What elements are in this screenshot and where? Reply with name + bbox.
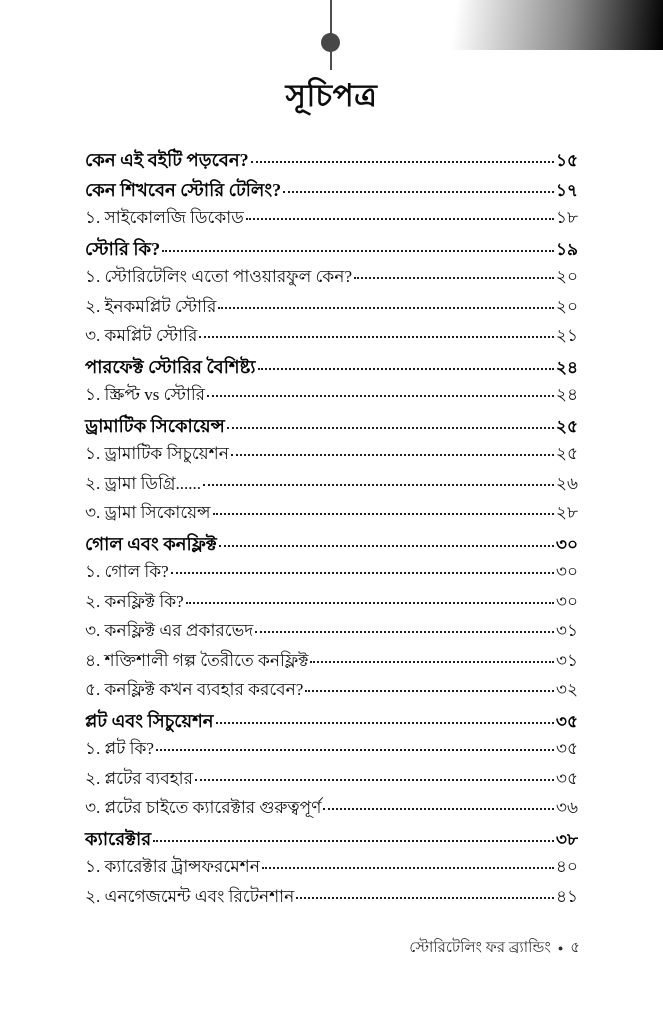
toc-entry-title: ২. প্লটের ব্যবহার: [85, 768, 193, 788]
toc-entry-page: ২৬: [555, 473, 578, 493]
dot-leader: [255, 631, 554, 633]
toc-entry-title: ২. কনফ্লিক্ট কি?: [85, 591, 184, 611]
toc-entry-title: ২. এনগেজমেন্ট এবং রিটেনশান: [85, 886, 295, 906]
toc-entry-page: ২৮: [555, 503, 578, 522]
toc-entry-page: ৩৫: [555, 768, 578, 788]
toc-section-row: [85, 205, 578, 235]
toc-section-row: [85, 471, 578, 501]
dot-leader: [296, 897, 554, 899]
toc-entry-page: ২৪: [555, 357, 578, 377]
dot-leader: [354, 277, 554, 279]
toc-entry-page: ৩০: [555, 534, 578, 554]
toc-entry-page: ৩৬: [555, 798, 578, 817]
toc-entry-title: প্লট এবং সিচুয়েশন: [85, 710, 214, 731]
toc-entry-page: ৩১: [555, 650, 578, 670]
toc-entry-title: ক্যারেক্টার: [85, 828, 152, 849]
dot-leader: [227, 427, 554, 429]
toc-section-row: [85, 677, 578, 707]
dot-leader: [162, 250, 554, 252]
dot-leader: [153, 840, 554, 842]
toc-entry-title: ৩. কনফ্লিক্ট এর প্রকারভেদ: [85, 621, 254, 640]
toc-entry-title: ড্রামাটিক সিকোয়েন্স: [85, 415, 225, 436]
page-footer: [409, 936, 580, 961]
toc-entry-page: ৩০: [555, 591, 578, 611]
dot-leader: [156, 749, 554, 751]
toc-section-row: [85, 854, 578, 884]
toc-entry-title: ১. সাইকোলজি ডিকোড: [85, 208, 244, 227]
dot-leader: [283, 191, 554, 193]
toc-entry-page: ৪০: [555, 857, 578, 876]
toc-entry-page: ১৫: [555, 151, 578, 170]
toc-list: [85, 146, 578, 913]
toc-entry-title: গোল এবং কনফ্লিক্ট: [85, 533, 217, 554]
toc-chapter-row: [85, 146, 578, 176]
footer-book-title: স্টোরিটেলিং ফর ব্র্যান্ডিং: [409, 940, 551, 956]
toc-entry-title: ১. ক্যারেক্টার ট্রান্সফরমেশন: [85, 857, 260, 876]
toc-entry-page: ৩০: [555, 562, 578, 581]
toc-section-row: [85, 264, 578, 294]
toc-entry-title: ১. স্টোরিটেলিং এতো পাওয়ারফুল কেন?: [85, 267, 352, 286]
dot-leader: [258, 368, 554, 370]
toc-chapter-row: [85, 412, 578, 442]
page-title: সূচিপত্র: [285, 78, 378, 113]
toc-entry-page: ২১: [555, 326, 578, 345]
toc-entry-page: ২৫: [555, 416, 578, 436]
dot-leader: [207, 395, 554, 397]
toc-entry-title: কেন এই বইটি পড়বেন?: [85, 150, 249, 170]
toc-section-row: [85, 500, 578, 530]
toc-section-row: [85, 884, 578, 914]
toc-entry-page: ২৫: [555, 444, 578, 463]
toc-entry-page: ৩২: [555, 680, 578, 699]
dot-leader: [186, 602, 554, 604]
toc-section-row: [85, 382, 578, 412]
dot-leader: [219, 545, 554, 547]
toc-section-row: [85, 766, 578, 796]
top-dot-ornament: [321, 33, 340, 52]
toc-chapter-row: [85, 825, 578, 855]
toc-entry-page: ১৮: [555, 208, 578, 227]
toc-entry-title: ৩. ড্রামা সিকোয়েন্স: [85, 503, 211, 522]
dot-leader: [251, 161, 554, 163]
toc-entry-title: ১. ড্রামাটিক সিচুয়েশন: [85, 444, 229, 463]
toc-section-row: [85, 589, 578, 619]
dot-leader: [262, 867, 554, 869]
footer-bullet-icon: ●: [557, 943, 564, 953]
toc-chapter-row: [85, 353, 578, 383]
toc-entry-title: ৫. কনফ্লিক্ট কখন ব্যবহার করবেন?: [85, 680, 304, 699]
corner-gradient-band: [438, 0, 663, 50]
toc-entry-page: ১৯: [555, 239, 578, 259]
dot-leader: [218, 307, 554, 309]
toc-section-row: [85, 323, 578, 353]
toc-section-row: [85, 559, 578, 589]
toc-entry-title: ১. গোল কি?: [85, 562, 169, 581]
toc-entry-title: স্টোরি কি?: [85, 238, 161, 259]
toc-entry-title: পারফেক্ট স্টোরির বৈশিষ্ট্য: [85, 356, 256, 377]
dot-leader: [203, 484, 554, 486]
toc-entry-title: কেন শিখবেন স্টোরি টেলিং?: [85, 179, 282, 200]
toc-chapter-row: [85, 176, 578, 206]
toc-section-row: [85, 618, 578, 648]
toc-chapter-row: [85, 707, 578, 737]
toc-entry-title: ৩. প্লটের চাইতে ক্যারেক্টার গুরুত্বপূর্ণ: [85, 798, 322, 817]
toc-entry-page: ২০: [555, 267, 578, 286]
toc-entry-page: ৪১: [555, 886, 578, 906]
toc-section-row: [85, 294, 578, 324]
toc-entry-page: ৩৫: [555, 711, 578, 731]
toc-entry-page: ১৭: [555, 180, 578, 200]
dot-leader: [305, 690, 554, 692]
toc-entry-page: ৩৫: [555, 739, 578, 758]
toc-entry-title: ২. ড্রামা ডিগ্রি......: [85, 473, 202, 493]
dot-leader: [310, 661, 553, 663]
toc-entry-page: ৩৮: [555, 829, 578, 849]
dot-leader: [213, 513, 554, 515]
footer-page-number: ৫: [570, 940, 580, 956]
toc-section-row: [85, 736, 578, 766]
toc-entry-title: ৩. কমপ্লিট স্টোরি: [85, 326, 198, 345]
toc-entry-page: ২৪: [555, 385, 578, 404]
dot-leader: [195, 779, 554, 781]
toc-chapter-row: [85, 530, 578, 560]
toc-entry-page: ২০: [555, 296, 578, 316]
toc-entry-title: ৪. শক্তিশালী গল্প তৈরীতে কনফ্লিক্ট: [85, 650, 309, 670]
dot-leader: [199, 336, 554, 338]
dot-leader: [246, 218, 554, 220]
dot-leader: [323, 808, 553, 810]
toc-entry-page: ৩১: [555, 621, 578, 640]
toc-section-row: [85, 795, 578, 825]
dot-leader: [216, 722, 554, 724]
toc-entry-title: ১. প্লট কি?: [85, 739, 154, 758]
dot-leader: [231, 454, 554, 456]
toc-section-row: [85, 441, 578, 471]
toc-chapter-row: [85, 235, 578, 265]
dot-leader: [171, 572, 554, 574]
toc-entry-title: ২. ইনকমপ্লিট স্টোরি: [85, 296, 217, 316]
toc-section-row: [85, 648, 578, 678]
toc-entry-title: ১. স্ক্রিপ্ট vs স্টোরি: [85, 385, 206, 404]
